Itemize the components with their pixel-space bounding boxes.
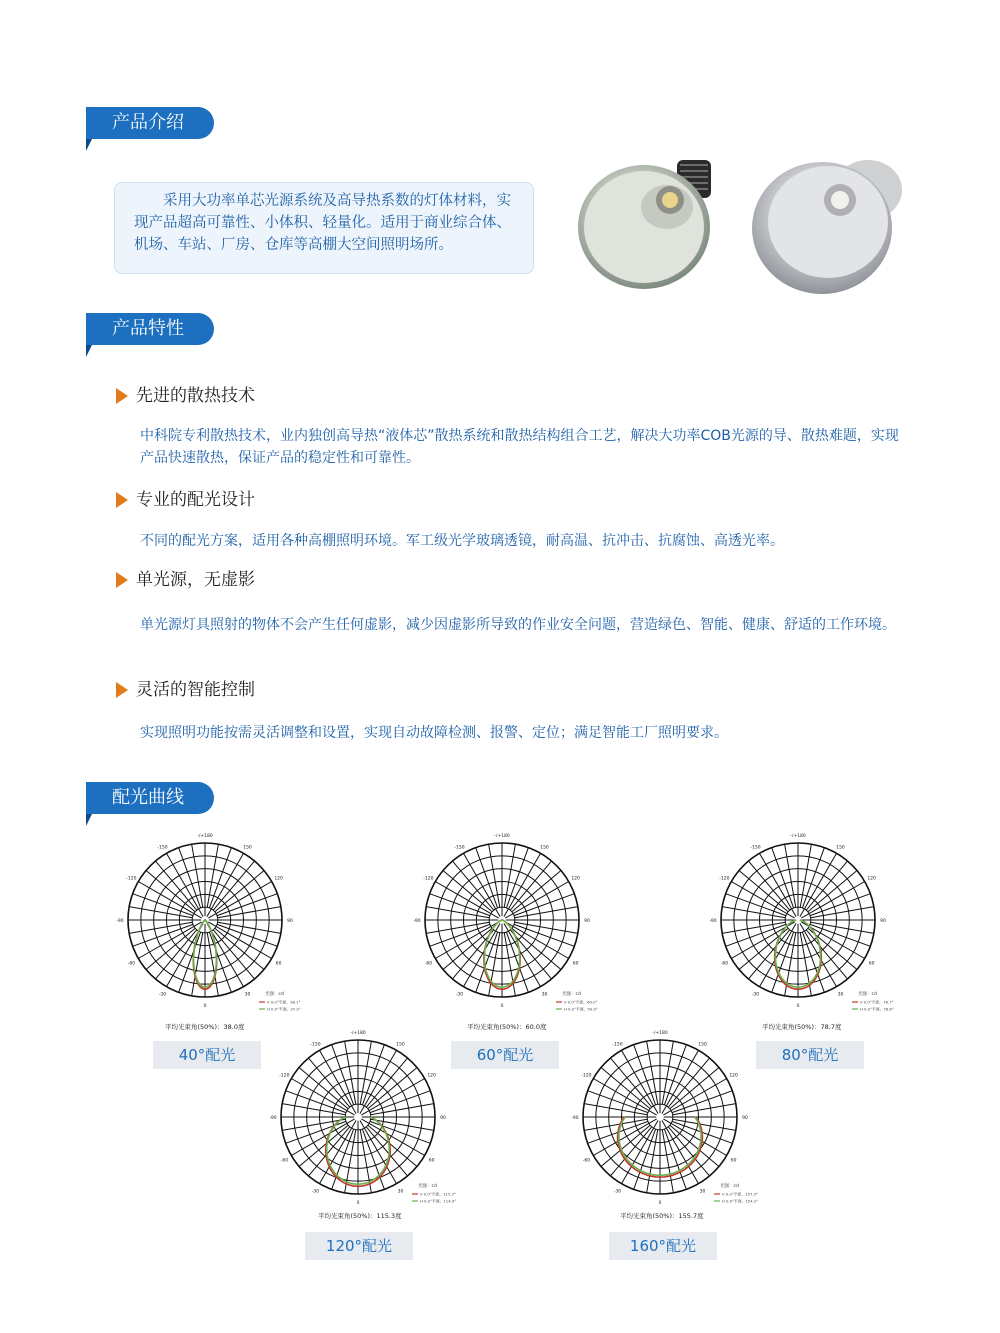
- polar-svg: [115, 834, 305, 1015]
- legend-v-label: V 0.0°平面，38.1°: [267, 999, 301, 1005]
- angle-label: 150: [540, 845, 549, 851]
- grid-spoke: [593, 1079, 656, 1116]
- angle-label: 120: [274, 876, 283, 882]
- angle-label: 0: [356, 1201, 360, 1206]
- angle-label: 120: [571, 876, 580, 882]
- angle-label: 90: [742, 1116, 748, 1121]
- grid-spoke: [138, 922, 201, 959]
- angle-label: -120: [581, 1073, 592, 1079]
- grid-spoke: [504, 853, 541, 916]
- feature-title-4: 灵活的智能控制: [116, 678, 255, 702]
- angle-label: 60: [572, 961, 579, 967]
- feature-desc-1: 中科院专利散热技术，业内独创高导热“液体芯”散热系统和散热结构组合工艺，解决大功率COB光源的导、散热难题，实现产品快速散热，保证产品的稳定性和可靠性。: [140, 428, 899, 466]
- legend-title: 光强：cd: [720, 1184, 739, 1189]
- grid-spoke: [320, 1050, 357, 1113]
- angle-label: -60: [582, 1158, 591, 1164]
- angle-label: 0: [500, 1004, 504, 1009]
- angle-label: -90: [413, 919, 421, 924]
- grid-spoke: [505, 922, 568, 959]
- legend-v-label: V 0.0°平面，115.7°: [420, 1191, 456, 1197]
- caption-80: 80°配光: [756, 1041, 864, 1069]
- angle-label: -150: [612, 1042, 623, 1048]
- legend-h-label: H 0.0°平面，37.9°: [267, 1006, 301, 1012]
- polar-svg: [268, 1031, 458, 1207]
- section-tab-intro: 产品介绍: [86, 107, 214, 139]
- angle-label: -90: [571, 1116, 579, 1121]
- feature-title-2: 专业的配光设计: [116, 488, 255, 512]
- grid-spoke: [291, 1079, 354, 1116]
- angle-label: 90: [440, 1116, 446, 1121]
- angle-label: -/+180: [652, 1031, 668, 1036]
- grid-spoke: [464, 923, 501, 986]
- angle-label: -90: [116, 919, 124, 924]
- angle-label: 0: [658, 1201, 662, 1206]
- grid-spoke: [622, 1050, 659, 1113]
- feature-title-3: 单光源，无虚影: [116, 568, 255, 592]
- angle-label: -30: [311, 1189, 320, 1195]
- angle-label: 150: [836, 845, 845, 851]
- polar-chart-4: [268, 1031, 458, 1207]
- caption-40: 40°配光: [153, 1041, 261, 1069]
- legend-v-label: V 0.0°平面，157.3°: [722, 1191, 758, 1197]
- grid-spoke: [800, 853, 837, 916]
- avg-beam-label-5: 平均光束角(50%)：155.7度: [620, 1212, 704, 1220]
- grid-spoke: [361, 1119, 424, 1156]
- angle-label: -/+180: [350, 1031, 366, 1036]
- grid-spoke: [760, 853, 797, 916]
- polar-chart-2: [412, 834, 602, 1015]
- angle-label: 120: [729, 1073, 738, 1079]
- legend-title: 光强：cd: [265, 992, 284, 997]
- angle-label: -120: [126, 876, 137, 882]
- avg-beam-label-3: 平均光束角(50%)：78.7度: [762, 1023, 842, 1031]
- legend-title: 光强：cd: [858, 992, 877, 997]
- grid-spoke: [208, 922, 271, 959]
- arrow-icon: [116, 572, 128, 588]
- grid-spoke: [662, 1050, 699, 1113]
- grid-spoke: [801, 882, 864, 919]
- feature-title-1: 先进的散热技术: [116, 384, 255, 408]
- angle-label: -150: [310, 1042, 321, 1048]
- angle-label: -30: [455, 992, 464, 998]
- grid-spoke: [435, 882, 498, 919]
- polar-chart-3: [708, 834, 898, 1015]
- angle-label: -120: [719, 876, 730, 882]
- angle-label: 120: [427, 1073, 436, 1079]
- angle-label: -60: [127, 961, 136, 967]
- angle-label: 30: [244, 992, 251, 998]
- grid-spoke: [663, 1119, 726, 1156]
- angle-label: 60: [730, 1158, 737, 1164]
- angle-label: -/+180: [197, 834, 213, 839]
- angle-label: -150: [157, 845, 168, 851]
- polar-chart-1: [115, 834, 305, 1015]
- angle-label: 90: [287, 919, 293, 924]
- legend-title: 光强：cd: [562, 992, 581, 997]
- angle-label: 30: [699, 1189, 706, 1195]
- lamp-image-right: [748, 150, 908, 300]
- caption-120: 120°配光: [305, 1232, 413, 1260]
- angle-label: 30: [397, 1189, 404, 1195]
- angle-label: 0: [203, 1004, 207, 1009]
- grid-spoke: [435, 922, 498, 959]
- polar-chart-5: [570, 1031, 760, 1207]
- angle-label: 60: [428, 1158, 435, 1164]
- angle-label: -120: [279, 1073, 290, 1079]
- angle-label: 150: [396, 1042, 405, 1048]
- feature-desc-4: 实现照明功能按需灵活调整和设置，实现自动故障检测、报警、定位；满足智能工厂照明要求。: [140, 725, 728, 741]
- angle-label: -/+180: [790, 834, 806, 839]
- legend-v-label: V 0.0°平面，60.0°: [564, 999, 598, 1005]
- angle-label: 0: [796, 1004, 800, 1009]
- angle-label: -150: [750, 845, 761, 851]
- avg-beam-label-2: 平均光束角(50%)：60.0度: [467, 1023, 547, 1031]
- grid-spoke: [505, 882, 568, 919]
- legend-title: 光强：cd: [418, 1184, 437, 1189]
- grid-spoke: [504, 923, 541, 986]
- polar-svg: [708, 834, 898, 1015]
- grid-spoke: [760, 923, 797, 986]
- arrow-icon: [116, 492, 128, 508]
- polar-svg: [570, 1031, 760, 1207]
- angle-label: 90: [584, 919, 590, 924]
- intro-text: 采用大功率单芯光源系统及高导热系数的灯体材料，实现产品超高可靠性、小体积、轻量化。适用于商业综合体、机场、车站、厂房、仓库等高棚大空间照明场所。: [134, 193, 511, 253]
- angle-label: -30: [751, 992, 760, 998]
- polar-svg: [412, 834, 602, 1015]
- legend-h-label: H 0.0°平面，78.8°: [860, 1006, 894, 1012]
- grid-spoke: [593, 1119, 656, 1156]
- grid-spoke: [361, 1079, 424, 1116]
- angle-label: -90: [269, 1116, 277, 1121]
- angle-label: 150: [698, 1042, 707, 1048]
- angle-label: 30: [541, 992, 548, 998]
- grid-spoke: [207, 853, 244, 916]
- feature-desc-3: 单光源灯具照射的物体不会产生任何虚影，减少因虚影所导致的作业安全问题，营造绿色、智能、健康、舒适的工作环境。: [140, 617, 896, 633]
- angle-label: -30: [158, 992, 167, 998]
- angle-label: -120: [423, 876, 434, 882]
- caption-60: 60°配光: [451, 1041, 559, 1069]
- avg-beam-label-1: 平均光束角(50%)：38.0度: [165, 1023, 245, 1031]
- grid-spoke: [167, 853, 204, 916]
- grid-spoke: [138, 882, 201, 919]
- angle-label: -60: [424, 961, 433, 967]
- grid-spoke: [360, 1050, 397, 1113]
- grid-spoke: [464, 853, 501, 916]
- grid-spoke: [731, 882, 794, 919]
- angle-label: 30: [837, 992, 844, 998]
- section-tab-features: 产品特性: [86, 313, 214, 345]
- caption-160: 160°配光: [609, 1232, 717, 1260]
- angle-label: -90: [709, 919, 717, 924]
- angle-label: -150: [454, 845, 465, 851]
- angle-label: -60: [280, 1158, 289, 1164]
- angle-label: -60: [720, 961, 729, 967]
- feature-desc-2: 不同的配光方案，适用各种高棚照明环境。军工级光学玻璃透镜，耐高温、抗冲击、抗腐蚀、高透光率。: [140, 533, 784, 549]
- legend-h-label: H 0.0°平面，114.9°: [420, 1198, 457, 1204]
- grid-spoke: [800, 923, 837, 986]
- avg-beam-label-4: 平均光束角(50%)：115.3度: [318, 1212, 402, 1220]
- angle-label: -30: [613, 1189, 622, 1195]
- angle-label: 90: [880, 919, 886, 924]
- grid-spoke: [663, 1079, 726, 1116]
- legend-h-label: H 0.0°平面，154.2°: [722, 1198, 759, 1204]
- section-tab-curves: 配光曲线: [86, 782, 214, 814]
- grid-spoke: [320, 1120, 357, 1183]
- arrow-icon: [116, 682, 128, 698]
- lamp-image-left: [572, 155, 732, 295]
- legend-h-label: H 0.0°平面，59.9°: [564, 1006, 598, 1012]
- angle-label: 120: [867, 876, 876, 882]
- grid-spoke: [208, 882, 271, 919]
- angle-label: 150: [243, 845, 252, 851]
- grid-spoke: [291, 1119, 354, 1156]
- angle-label: 60: [275, 961, 282, 967]
- angle-label: -/+180: [494, 834, 510, 839]
- legend-v-label: V 0.0°平面，78.7°: [860, 999, 894, 1005]
- grid-spoke: [360, 1120, 397, 1183]
- arrow-icon: [116, 388, 128, 404]
- angle-label: 60: [868, 961, 875, 967]
